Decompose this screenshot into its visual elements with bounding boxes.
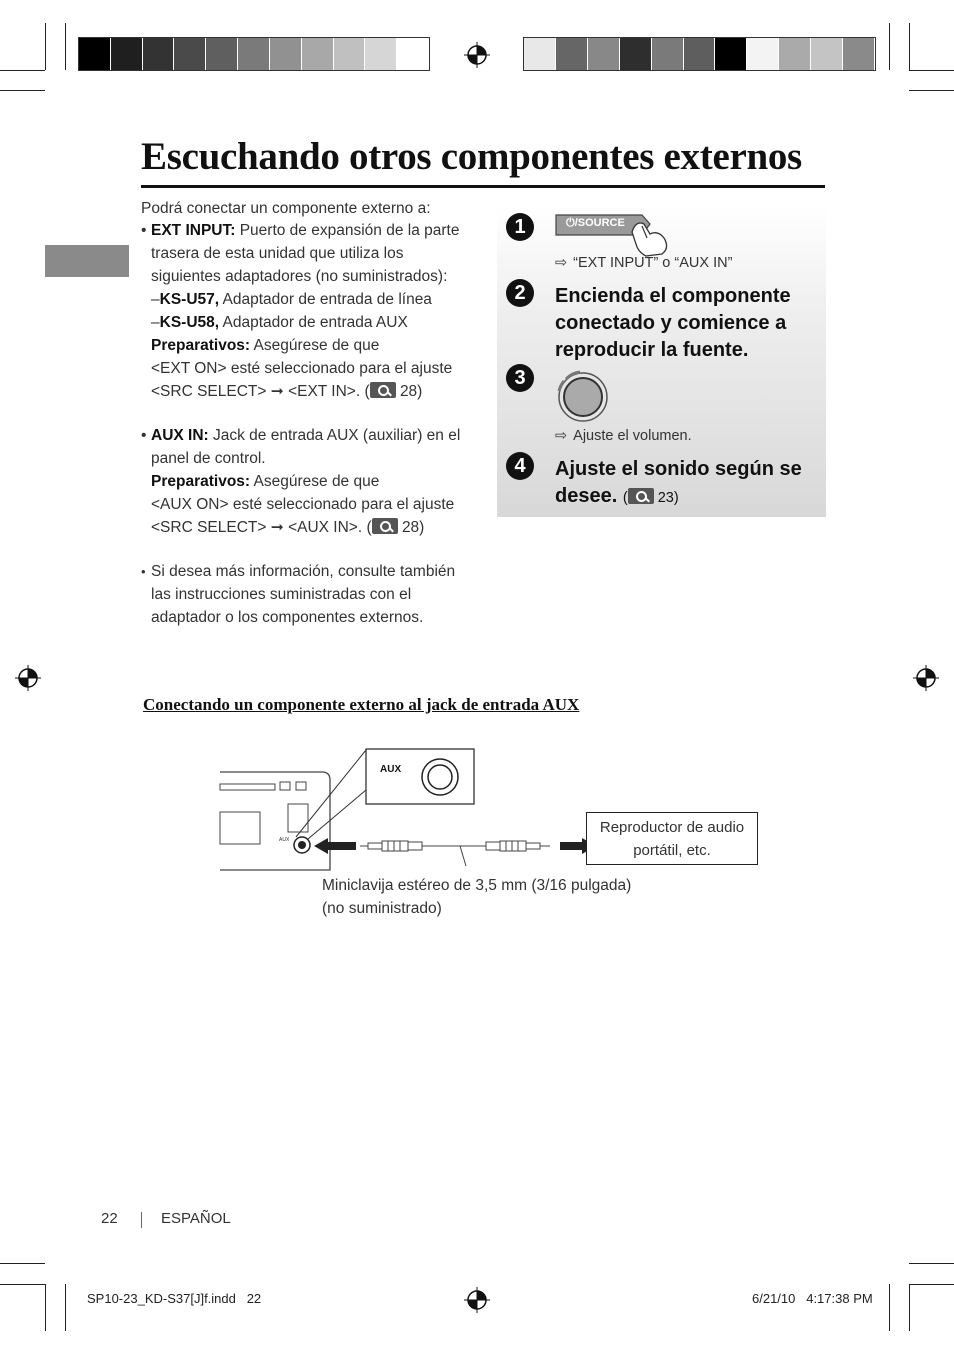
color-swatch	[302, 38, 333, 70]
step-number: 1	[506, 213, 534, 241]
adapter-code: KS-U58,	[159, 314, 220, 331]
aux-small-label: AUX	[279, 837, 290, 843]
hollow-arrow-icon: ⇨	[555, 428, 568, 444]
step4-text: Ajuste el sonido según se desee.	[555, 458, 802, 507]
prep-line: <EXT IN>. (	[288, 383, 370, 400]
color-swatch	[779, 38, 810, 70]
ext-input-text: Puerto de expansión de la parte trasera de esta unidad que utiliza los siguientes adaptadores (no suministrados):	[151, 222, 460, 285]
language-tab	[45, 245, 129, 277]
file-slug: SP10-23_KD-S37[J]f.indd 22	[87, 1291, 262, 1306]
prep-line: <AUX ON> esté seleccionado para el ajuste	[151, 496, 455, 513]
crop-mark	[0, 1284, 45, 1285]
step4-block: Ajuste el sonido según se desee. ( 23)	[555, 458, 802, 507]
step3-note	[555, 428, 692, 444]
registration-mark-icon	[912, 664, 940, 692]
bullet: •	[141, 222, 147, 239]
registration-mark-icon	[463, 1286, 491, 1314]
bullet: •	[141, 564, 146, 579]
color-swatch	[397, 38, 428, 70]
crop-mark	[909, 1284, 910, 1331]
step-number: 3	[506, 364, 534, 392]
aux-in-label: AUX IN:	[151, 427, 209, 444]
ext-input-label: EXT INPUT:	[151, 222, 236, 239]
step1-note-text: “EXT INPUT” o “AUX IN”	[573, 255, 733, 271]
color-swatch	[238, 38, 269, 70]
color-swatch	[620, 38, 651, 70]
magnifier-icon	[372, 518, 398, 534]
color-swatch	[747, 38, 778, 70]
cable-caption: (no suministrado)	[322, 900, 442, 917]
color-swatch	[206, 38, 237, 70]
crop-mark	[909, 90, 954, 91]
prep-line: <SRC SELECT>	[151, 519, 267, 536]
prep-line: <SRC SELECT>	[151, 383, 267, 400]
color-swatch	[334, 38, 365, 70]
prep-label: Preparativos:	[151, 337, 251, 354]
title-rule	[141, 185, 825, 188]
color-swatch	[684, 38, 715, 70]
step3-note-text: Ajuste el volumen.	[573, 428, 692, 444]
crop-mark	[889, 1284, 890, 1331]
crop-mark	[0, 1263, 45, 1264]
page-ref: 28)	[399, 383, 423, 400]
page-ref: 28)	[401, 519, 425, 536]
color-swatch	[524, 38, 555, 70]
color-swatch	[556, 38, 587, 70]
crop-mark	[0, 70, 45, 71]
crop-mark	[65, 1284, 66, 1331]
color-swatch	[715, 38, 746, 70]
color-bar-right	[523, 37, 876, 71]
crop-mark	[45, 23, 46, 70]
crop-mark	[909, 70, 954, 71]
page-ref: 23)	[657, 490, 679, 506]
diagram-heading: Conectando un componente externo al jack de entrada AUX	[143, 695, 580, 714]
magnifier-icon	[628, 488, 654, 504]
color-swatch	[652, 38, 683, 70]
intro-text: Podrá conectar un componente externo a:	[141, 200, 431, 217]
step1-note	[555, 255, 732, 271]
source-button-label[interactable]: ⏻/SOURCE	[566, 217, 625, 229]
color-swatch	[143, 38, 174, 70]
aux-in-paragraph	[151, 424, 471, 539]
color-swatch	[843, 38, 874, 70]
crop-mark	[65, 23, 66, 70]
volume-knob-icon[interactable]	[554, 367, 612, 425]
footer-language: ESPAÑOL	[161, 1210, 231, 1227]
color-bar-left	[78, 37, 430, 71]
aux-in-text: Jack de entrada AUX (auxiliar) en el panel de control.	[151, 427, 461, 467]
prep-label: Preparativos:	[151, 473, 251, 490]
page-title: Escuchando otros componentes externos	[141, 135, 802, 178]
color-swatch	[270, 38, 301, 70]
step-number: 4	[506, 452, 534, 480]
cable-caption: Miniclavija estéreo de 3,5 mm (3/16 pulgada)	[322, 877, 632, 894]
device-label-box: Reproductor de audio portátil, etc.	[586, 812, 758, 865]
color-swatch	[811, 38, 842, 70]
color-swatch	[79, 38, 110, 70]
hollow-arrow-icon: ⇨	[555, 255, 568, 271]
page-number: 22	[101, 1210, 118, 1227]
footer-divider	[141, 1212, 142, 1228]
crop-mark	[909, 1263, 954, 1264]
adapter-code: KS-U57,	[159, 291, 220, 308]
crop-mark	[889, 23, 890, 70]
crop-mark	[45, 1284, 46, 1331]
right-arrow-icon: ➞	[270, 519, 284, 536]
aux-jack-label: AUX	[380, 764, 402, 775]
registration-mark-icon	[14, 664, 42, 692]
crop-mark	[909, 23, 910, 70]
step2-text: Encienda el componente conectado y comience a reproducir la fuente.	[555, 285, 791, 361]
adapter-text: Adaptador de entrada de línea	[219, 291, 432, 308]
crop-mark	[0, 90, 45, 91]
timestamp-slug: 6/21/10 4:17:38 PM	[752, 1291, 873, 1306]
prep-line: <AUX IN>. (	[288, 519, 372, 536]
color-swatch	[174, 38, 205, 70]
magnifier-icon	[370, 382, 396, 398]
step-number: 2	[506, 279, 534, 307]
color-swatch	[111, 38, 142, 70]
color-swatch	[588, 38, 619, 70]
ext-input-paragraph: EXT INPUT: Puerto de expansión de la parte trasera de esta unidad que utiliza los siguientes adaptadores (no suministrados): –KS-U57, Adaptador de entrada de línea –KS-U58, Adaptador de entrada AUX Preparativos: Asegúrese de que <EXT ON> esté seleccionado para el ajuste <SRC SELECT> ➞ <EXT IN>. ( 28)	[151, 222, 460, 400]
prep-line: <EXT ON> esté seleccionado para el ajuste	[151, 360, 453, 377]
registration-mark-icon	[463, 41, 491, 69]
bullet: •	[141, 427, 147, 444]
prep-text: Asegúrese de que	[250, 473, 380, 490]
adapter-text: Adaptador de entrada AUX	[219, 314, 408, 331]
more-info-text: Si desea más información, consulte también las instrucciones suministradas con el adaptador o los componentes externos.	[151, 563, 456, 626]
crop-mark	[909, 1284, 954, 1285]
color-swatch	[365, 38, 396, 70]
right-arrow-icon: ➞	[270, 383, 284, 400]
prep-text: Asegúrese de que	[250, 337, 380, 354]
